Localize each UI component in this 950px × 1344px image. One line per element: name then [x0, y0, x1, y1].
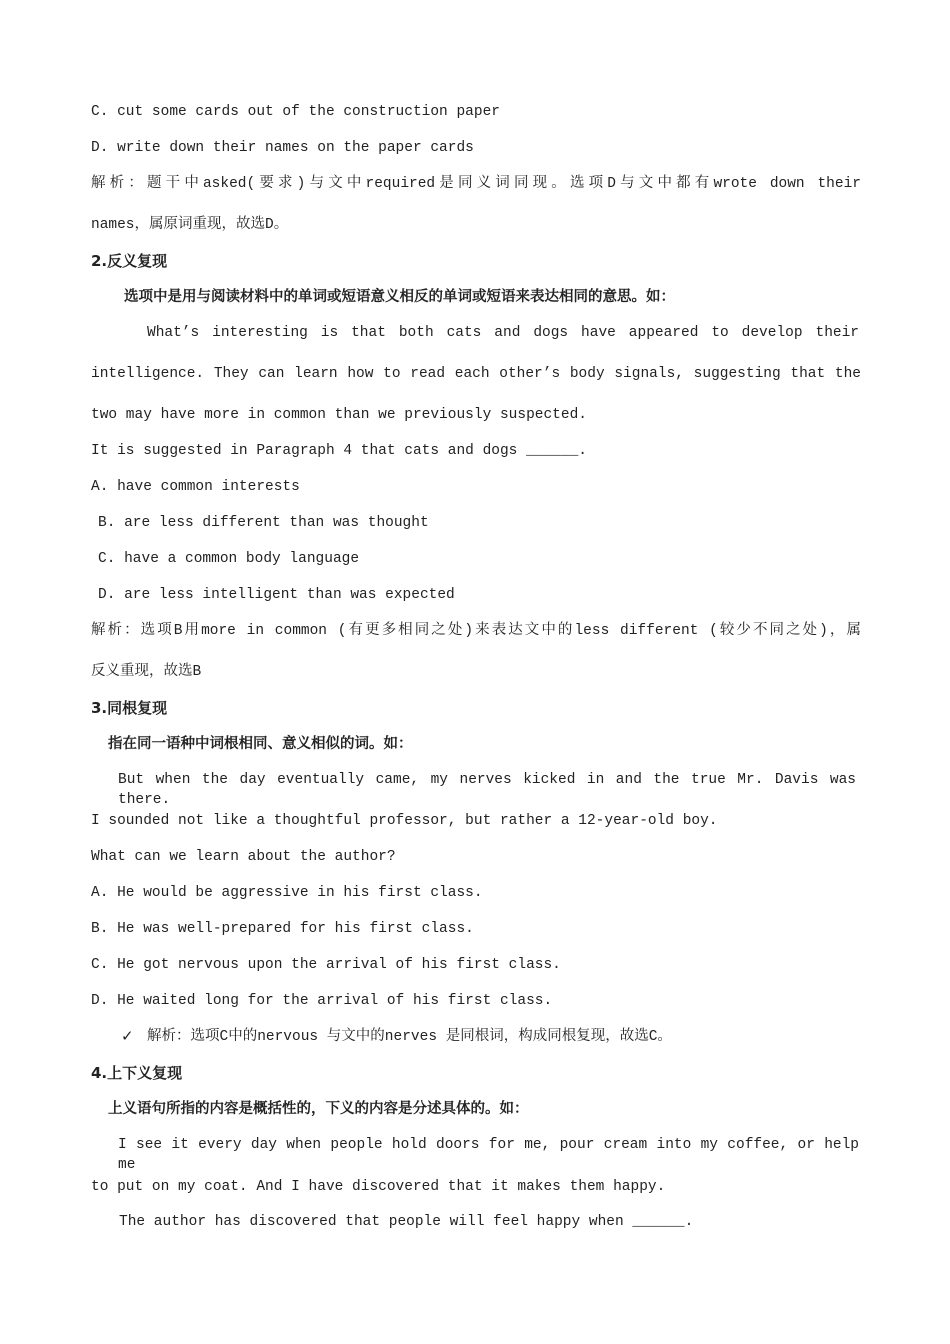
- passage-2-line-1: What’s interesting is that both cats and dogs have appeared to develop their: [147, 325, 859, 341]
- check-mark-icon: ✓: [121, 1027, 134, 1045]
- analysis-2-line-2: 反义重现，故选B: [91, 664, 202, 680]
- passage-3-line-1: But when the day eventually came, my nerves kicked in and the true Mr. Davis was there.: [118, 772, 856, 808]
- question-4: The author has discovered that people will feel happy when ______.: [119, 1214, 694, 1230]
- question-3: What can we learn about the author?: [91, 849, 396, 865]
- analysis-1-line-2: names，属原词重现，故选D。: [91, 217, 289, 233]
- option-d-line: D. write down their names on the paper cards: [91, 140, 474, 156]
- analysis-3: 解析：选项C中的nervous 与文中的nerves 是同根词，构成同根复现，故选C。: [147, 1029, 672, 1045]
- section-intro-antonym: 选项中是用与阅读材料中的单词或短语意义相反的单词或短语来表达相同的意思。如：: [124, 289, 675, 305]
- question-2-option-a: A. have common interests: [91, 479, 300, 495]
- question-2: It is suggested in Paragraph 4 that cats and dogs ______.: [91, 443, 587, 459]
- section-heading-same-root: 3.同根复现: [91, 699, 168, 717]
- passage-4-line-1: I see it every day when people hold doors for me, pour cream into my coffee, or help me: [118, 1137, 859, 1173]
- question-2-option-c: C. have a common body language: [98, 551, 360, 567]
- section-heading-hypernym: 4.上下义复现: [91, 1064, 183, 1082]
- section-intro-hypernym: 上义语句所指的内容是概括性的，下义的内容是分述具体的。如：: [108, 1101, 529, 1117]
- question-2-option-b: B. are less different than was thought: [98, 515, 429, 531]
- passage-2-line-2: intelligence. They can learn how to read each other’s body signals, suggesting that the: [91, 366, 861, 382]
- option-c-line: C. cut some cards out of the construction paper: [91, 104, 500, 120]
- question-3-option-b: B. He was well-prepared for his first class.: [91, 921, 474, 937]
- question-2-option-d: D. are less intelligent than was expected: [98, 587, 455, 603]
- passage-4-line-2: to put on my coat. And I have discovered that it makes them happy.: [91, 1179, 666, 1195]
- section-heading-antonym: 2.反义复现: [91, 252, 168, 270]
- question-3-option-c: C. He got nervous upon the arrival of his first class.: [91, 957, 561, 973]
- passage-3-line-2: I sounded not like a thoughtful professor, but rather a 12-year-old boy.: [91, 813, 718, 829]
- passage-2-line-3: two may have more in common than we previously suspected.: [91, 407, 587, 423]
- section-intro-same-root: 指在同一语种中词根相同、意义相似的词。如：: [108, 736, 413, 752]
- analysis-2-line-1: 解析：选项B用more in common (有更多相同之处)来表达文中的less different (较少不同之处)，属: [91, 623, 861, 639]
- analysis-1-line-1: 解析：题干中asked(要求)与文中required是同义词同现。选项D与文中都有wrote down their: [91, 176, 861, 192]
- question-3-option-a: A. He would be aggressive in his first class.: [91, 885, 483, 901]
- question-3-option-d: D. He waited long for the arrival of his first class.: [91, 993, 553, 1009]
